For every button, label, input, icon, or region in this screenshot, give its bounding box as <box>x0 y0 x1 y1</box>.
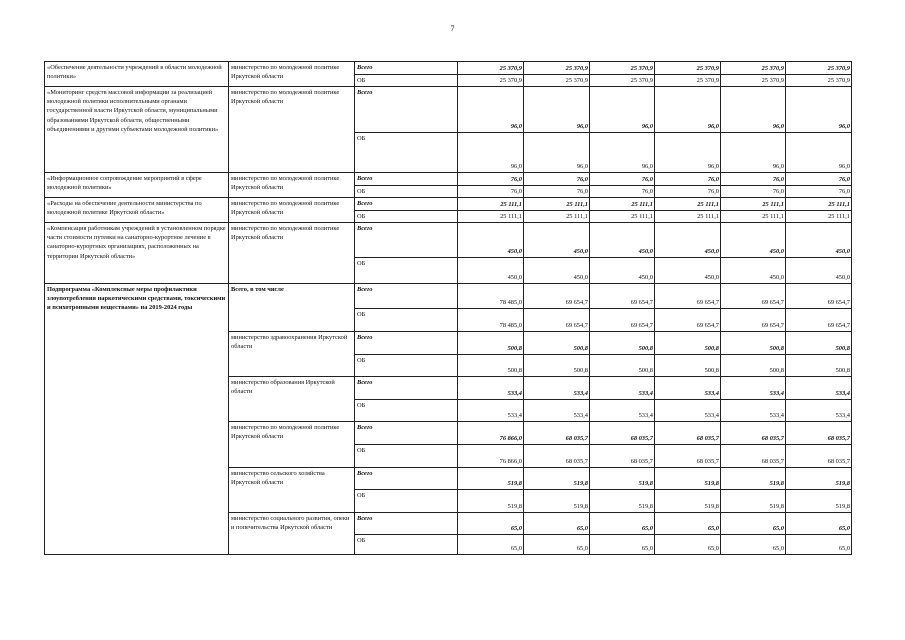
table-row <box>45 62 852 75</box>
amount-total: 533,4 <box>786 377 852 400</box>
amount-ob: 25 370,9 <box>655 75 721 87</box>
amount-ob: 533,4 <box>458 400 524 422</box>
amount-ob: 25 370,9 <box>458 75 524 87</box>
source-ob-label: ОБ <box>355 309 458 332</box>
amount-total: 25 111,1 <box>786 198 852 211</box>
table-row <box>45 198 852 211</box>
amount-ob: 69 654,7 <box>786 309 852 332</box>
amount-total: 500,8 <box>721 332 786 355</box>
amount-total: 76,0 <box>786 173 852 186</box>
responsible-executor: министерство по молодежной политике Иркутской области <box>229 173 355 198</box>
table-row <box>45 173 852 186</box>
budget-table <box>44 61 852 555</box>
amount-ob: 96,0 <box>524 133 590 173</box>
source-total-label: Всего <box>355 513 458 535</box>
amount-ob: 25 111,1 <box>524 211 590 223</box>
amount-ob: 65,0 <box>524 535 590 555</box>
activity-name: «Расходы на обеспечение деятельности министерства по молодежной политике Иркутской области» <box>45 198 229 223</box>
amount-total: 450,0 <box>655 223 721 258</box>
responsible-executor: министерство социального развития, опеки и попечительства Иркутской области <box>229 513 355 555</box>
amount-total: 533,4 <box>721 377 786 400</box>
source-total-label: Всего <box>355 198 458 211</box>
activity-name: «Мониторинг средств массовой информации за реализацией молодежной политики исполнительными органами государственной власти Иркутской области, муниципальными образованиями Иркутской области, общественными объединениями и другими субъектами молодежной политики» <box>45 87 229 173</box>
amount-total: 96,0 <box>721 87 786 133</box>
amount-total: 533,4 <box>590 377 655 400</box>
amount-ob: 96,0 <box>655 133 721 173</box>
activity-name: «Обеспечение деятельности учреждений в области молодежной политики» <box>45 62 229 87</box>
amount-total: 519,8 <box>590 468 655 490</box>
amount-ob: 25 111,1 <box>786 211 852 223</box>
amount-ob: 25 111,1 <box>458 211 524 223</box>
amount-ob: 519,8 <box>721 490 786 513</box>
amount-total: 519,8 <box>524 468 590 490</box>
amount-total: 25 111,1 <box>524 198 590 211</box>
amount-ob: 76,0 <box>524 186 590 198</box>
amount-total: 519,8 <box>655 468 721 490</box>
source-ob-label: ОБ <box>355 535 458 555</box>
source-total-label: Всего <box>355 468 458 490</box>
amount-total: 69 654,7 <box>721 284 786 309</box>
amount-ob: 519,8 <box>655 490 721 513</box>
amount-total: 25 111,1 <box>721 198 786 211</box>
amount-ob: 500,8 <box>458 355 524 377</box>
responsible-executor: министерство по молодежной политике Иркутской области <box>229 198 355 223</box>
amount-total: 69 654,7 <box>786 284 852 309</box>
amount-total: 25 370,9 <box>590 62 655 75</box>
activity-name: Подпрограмма «Комплексные меры профилактики злоупотребления наркотическими средствами, токсическими и психотропными веществами» на 2019-2024 годы <box>45 284 229 555</box>
amount-total: 25 370,9 <box>721 62 786 75</box>
amount-total: 68 035,7 <box>721 422 786 445</box>
table-row <box>45 87 852 133</box>
amount-ob: 25 370,9 <box>524 75 590 87</box>
page-number: 7 <box>450 24 455 33</box>
amount-total: 25 370,9 <box>786 62 852 75</box>
amount-total: 500,8 <box>458 332 524 355</box>
amount-ob: 96,0 <box>721 133 786 173</box>
source-total-label: Всего <box>355 87 458 133</box>
amount-total: 96,0 <box>458 87 524 133</box>
responsible-executor: министерство по молодежной политике Иркутской области <box>229 87 355 173</box>
responsible-executor: министерство по молодежной политике Иркутской области <box>229 62 355 87</box>
amount-ob: 533,4 <box>786 400 852 422</box>
amount-ob: 500,8 <box>655 355 721 377</box>
amount-ob: 450,0 <box>786 258 852 284</box>
amount-ob: 68 035,7 <box>655 445 721 468</box>
source-ob-label: ОБ <box>355 258 458 284</box>
amount-total: 69 654,7 <box>655 284 721 309</box>
amount-ob: 65,0 <box>721 535 786 555</box>
amount-total: 68 035,7 <box>524 422 590 445</box>
amount-ob: 450,0 <box>458 258 524 284</box>
amount-ob: 65,0 <box>458 535 524 555</box>
amount-total: 25 111,1 <box>458 198 524 211</box>
amount-total: 65,0 <box>458 513 524 535</box>
amount-ob: 500,8 <box>786 355 852 377</box>
source-ob-label: ОБ <box>355 490 458 513</box>
amount-total: 500,8 <box>786 332 852 355</box>
amount-ob: 76 866,0 <box>458 445 524 468</box>
source-ob-label: ОБ <box>355 211 458 223</box>
amount-total: 450,0 <box>458 223 524 258</box>
source-total-label: Всего <box>355 173 458 186</box>
amount-total: 25 111,1 <box>655 198 721 211</box>
amount-total: 533,4 <box>458 377 524 400</box>
amount-ob: 76,0 <box>590 186 655 198</box>
source-total-label: Всего <box>355 284 458 309</box>
amount-total: 25 370,9 <box>524 62 590 75</box>
amount-ob: 25 370,9 <box>786 75 852 87</box>
amount-ob: 25 111,1 <box>721 211 786 223</box>
amount-total: 68 035,7 <box>786 422 852 445</box>
amount-total: 76,0 <box>655 173 721 186</box>
amount-ob: 69 654,7 <box>590 309 655 332</box>
amount-total: 65,0 <box>655 513 721 535</box>
amount-ob: 69 654,7 <box>655 309 721 332</box>
responsible-executor: министерство по молодежной политике Иркутской области <box>229 422 355 468</box>
amount-total: 96,0 <box>590 87 655 133</box>
amount-total: 96,0 <box>786 87 852 133</box>
amount-total: 450,0 <box>721 223 786 258</box>
amount-ob: 25 370,9 <box>590 75 655 87</box>
amount-total: 78 485,0 <box>458 284 524 309</box>
amount-total: 519,8 <box>458 468 524 490</box>
amount-ob: 68 035,7 <box>590 445 655 468</box>
source-ob-label: ОБ <box>355 133 458 173</box>
amount-total: 76 866,0 <box>458 422 524 445</box>
source-ob-label: ОБ <box>355 400 458 422</box>
amount-total: 96,0 <box>655 87 721 133</box>
source-total-label: Всего <box>355 62 458 75</box>
amount-ob: 76,0 <box>721 186 786 198</box>
activity-name: «Информационное сопровождение мероприятий в сфере молодежной политики» <box>45 173 229 198</box>
amount-ob: 500,8 <box>721 355 786 377</box>
amount-ob: 519,8 <box>458 490 524 513</box>
amount-ob: 68 035,7 <box>524 445 590 468</box>
amount-ob: 519,8 <box>590 490 655 513</box>
amount-ob: 450,0 <box>721 258 786 284</box>
source-total-label: Всего <box>355 377 458 400</box>
amount-ob: 76,0 <box>458 186 524 198</box>
activity-name: «Компенсация работникам учреждений в установленном порядке части стоимости путевки на санаторно-курортное лечение в санаторно-курортных организациях, расположенных на территории Иркутской области» <box>45 223 229 284</box>
amount-total: 76,0 <box>524 173 590 186</box>
amount-total: 25 111,1 <box>590 198 655 211</box>
amount-ob: 25 111,1 <box>655 211 721 223</box>
amount-total: 69 654,7 <box>524 284 590 309</box>
amount-ob: 69 654,7 <box>721 309 786 332</box>
source-total-label: Всего <box>355 422 458 445</box>
responsible-executor: министерство образования Иркутской области <box>229 377 355 422</box>
amount-ob: 68 035,7 <box>721 445 786 468</box>
amount-total: 76,0 <box>721 173 786 186</box>
amount-total: 76,0 <box>590 173 655 186</box>
amount-ob: 76,0 <box>655 186 721 198</box>
amount-ob: 96,0 <box>786 133 852 173</box>
amount-ob: 96,0 <box>458 133 524 173</box>
responsible-executor: министерство здравоохранения Иркутской области <box>229 332 355 377</box>
responsible-executor: министерство по молодежной политике Иркутской области <box>229 223 355 284</box>
source-total-label: Всего <box>355 223 458 258</box>
budget-table-body <box>45 62 852 555</box>
amount-ob: 519,8 <box>524 490 590 513</box>
table-row <box>45 223 852 258</box>
amount-ob: 533,4 <box>655 400 721 422</box>
amount-total: 450,0 <box>786 223 852 258</box>
amount-total: 25 370,9 <box>655 62 721 75</box>
amount-ob: 65,0 <box>786 535 852 555</box>
amount-total: 533,4 <box>524 377 590 400</box>
amount-ob: 76,0 <box>786 186 852 198</box>
amount-total: 450,0 <box>590 223 655 258</box>
amount-total: 500,8 <box>590 332 655 355</box>
amount-total: 500,8 <box>524 332 590 355</box>
amount-total: 76,0 <box>458 173 524 186</box>
amount-ob: 65,0 <box>590 535 655 555</box>
amount-total: 533,4 <box>655 377 721 400</box>
amount-total: 450,0 <box>524 223 590 258</box>
amount-ob: 65,0 <box>655 535 721 555</box>
amount-ob: 78 485,0 <box>458 309 524 332</box>
amount-ob: 450,0 <box>524 258 590 284</box>
amount-ob: 500,8 <box>590 355 655 377</box>
amount-ob: 96,0 <box>590 133 655 173</box>
amount-total: 68 035,7 <box>590 422 655 445</box>
amount-total: 25 370,9 <box>458 62 524 75</box>
amount-ob: 533,4 <box>721 400 786 422</box>
amount-total: 65,0 <box>590 513 655 535</box>
amount-total: 65,0 <box>524 513 590 535</box>
amount-total: 500,8 <box>655 332 721 355</box>
amount-total: 65,0 <box>721 513 786 535</box>
amount-total: 519,8 <box>721 468 786 490</box>
amount-ob: 519,8 <box>786 490 852 513</box>
amount-ob: 25 111,1 <box>590 211 655 223</box>
amount-ob: 500,8 <box>524 355 590 377</box>
amount-total: 69 654,7 <box>590 284 655 309</box>
source-ob-label: ОБ <box>355 186 458 198</box>
responsible-executor: министерство сельского хозяйства Иркутской области <box>229 468 355 513</box>
amount-total: 65,0 <box>786 513 852 535</box>
amount-ob: 533,4 <box>524 400 590 422</box>
amount-ob: 450,0 <box>655 258 721 284</box>
source-ob-label: ОБ <box>355 355 458 377</box>
table-row <box>45 284 852 309</box>
amount-ob: 450,0 <box>590 258 655 284</box>
amount-ob: 533,4 <box>590 400 655 422</box>
source-ob-label: ОБ <box>355 75 458 87</box>
amount-ob: 69 654,7 <box>524 309 590 332</box>
amount-total: 68 035,7 <box>655 422 721 445</box>
responsible-executor: Всего, в том числе <box>229 284 355 332</box>
amount-total: 519,8 <box>786 468 852 490</box>
amount-ob: 68 035,7 <box>786 445 852 468</box>
source-total-label: Всего <box>355 332 458 355</box>
amount-ob: 25 370,9 <box>721 75 786 87</box>
amount-total: 96,0 <box>524 87 590 133</box>
source-ob-label: ОБ <box>355 445 458 468</box>
